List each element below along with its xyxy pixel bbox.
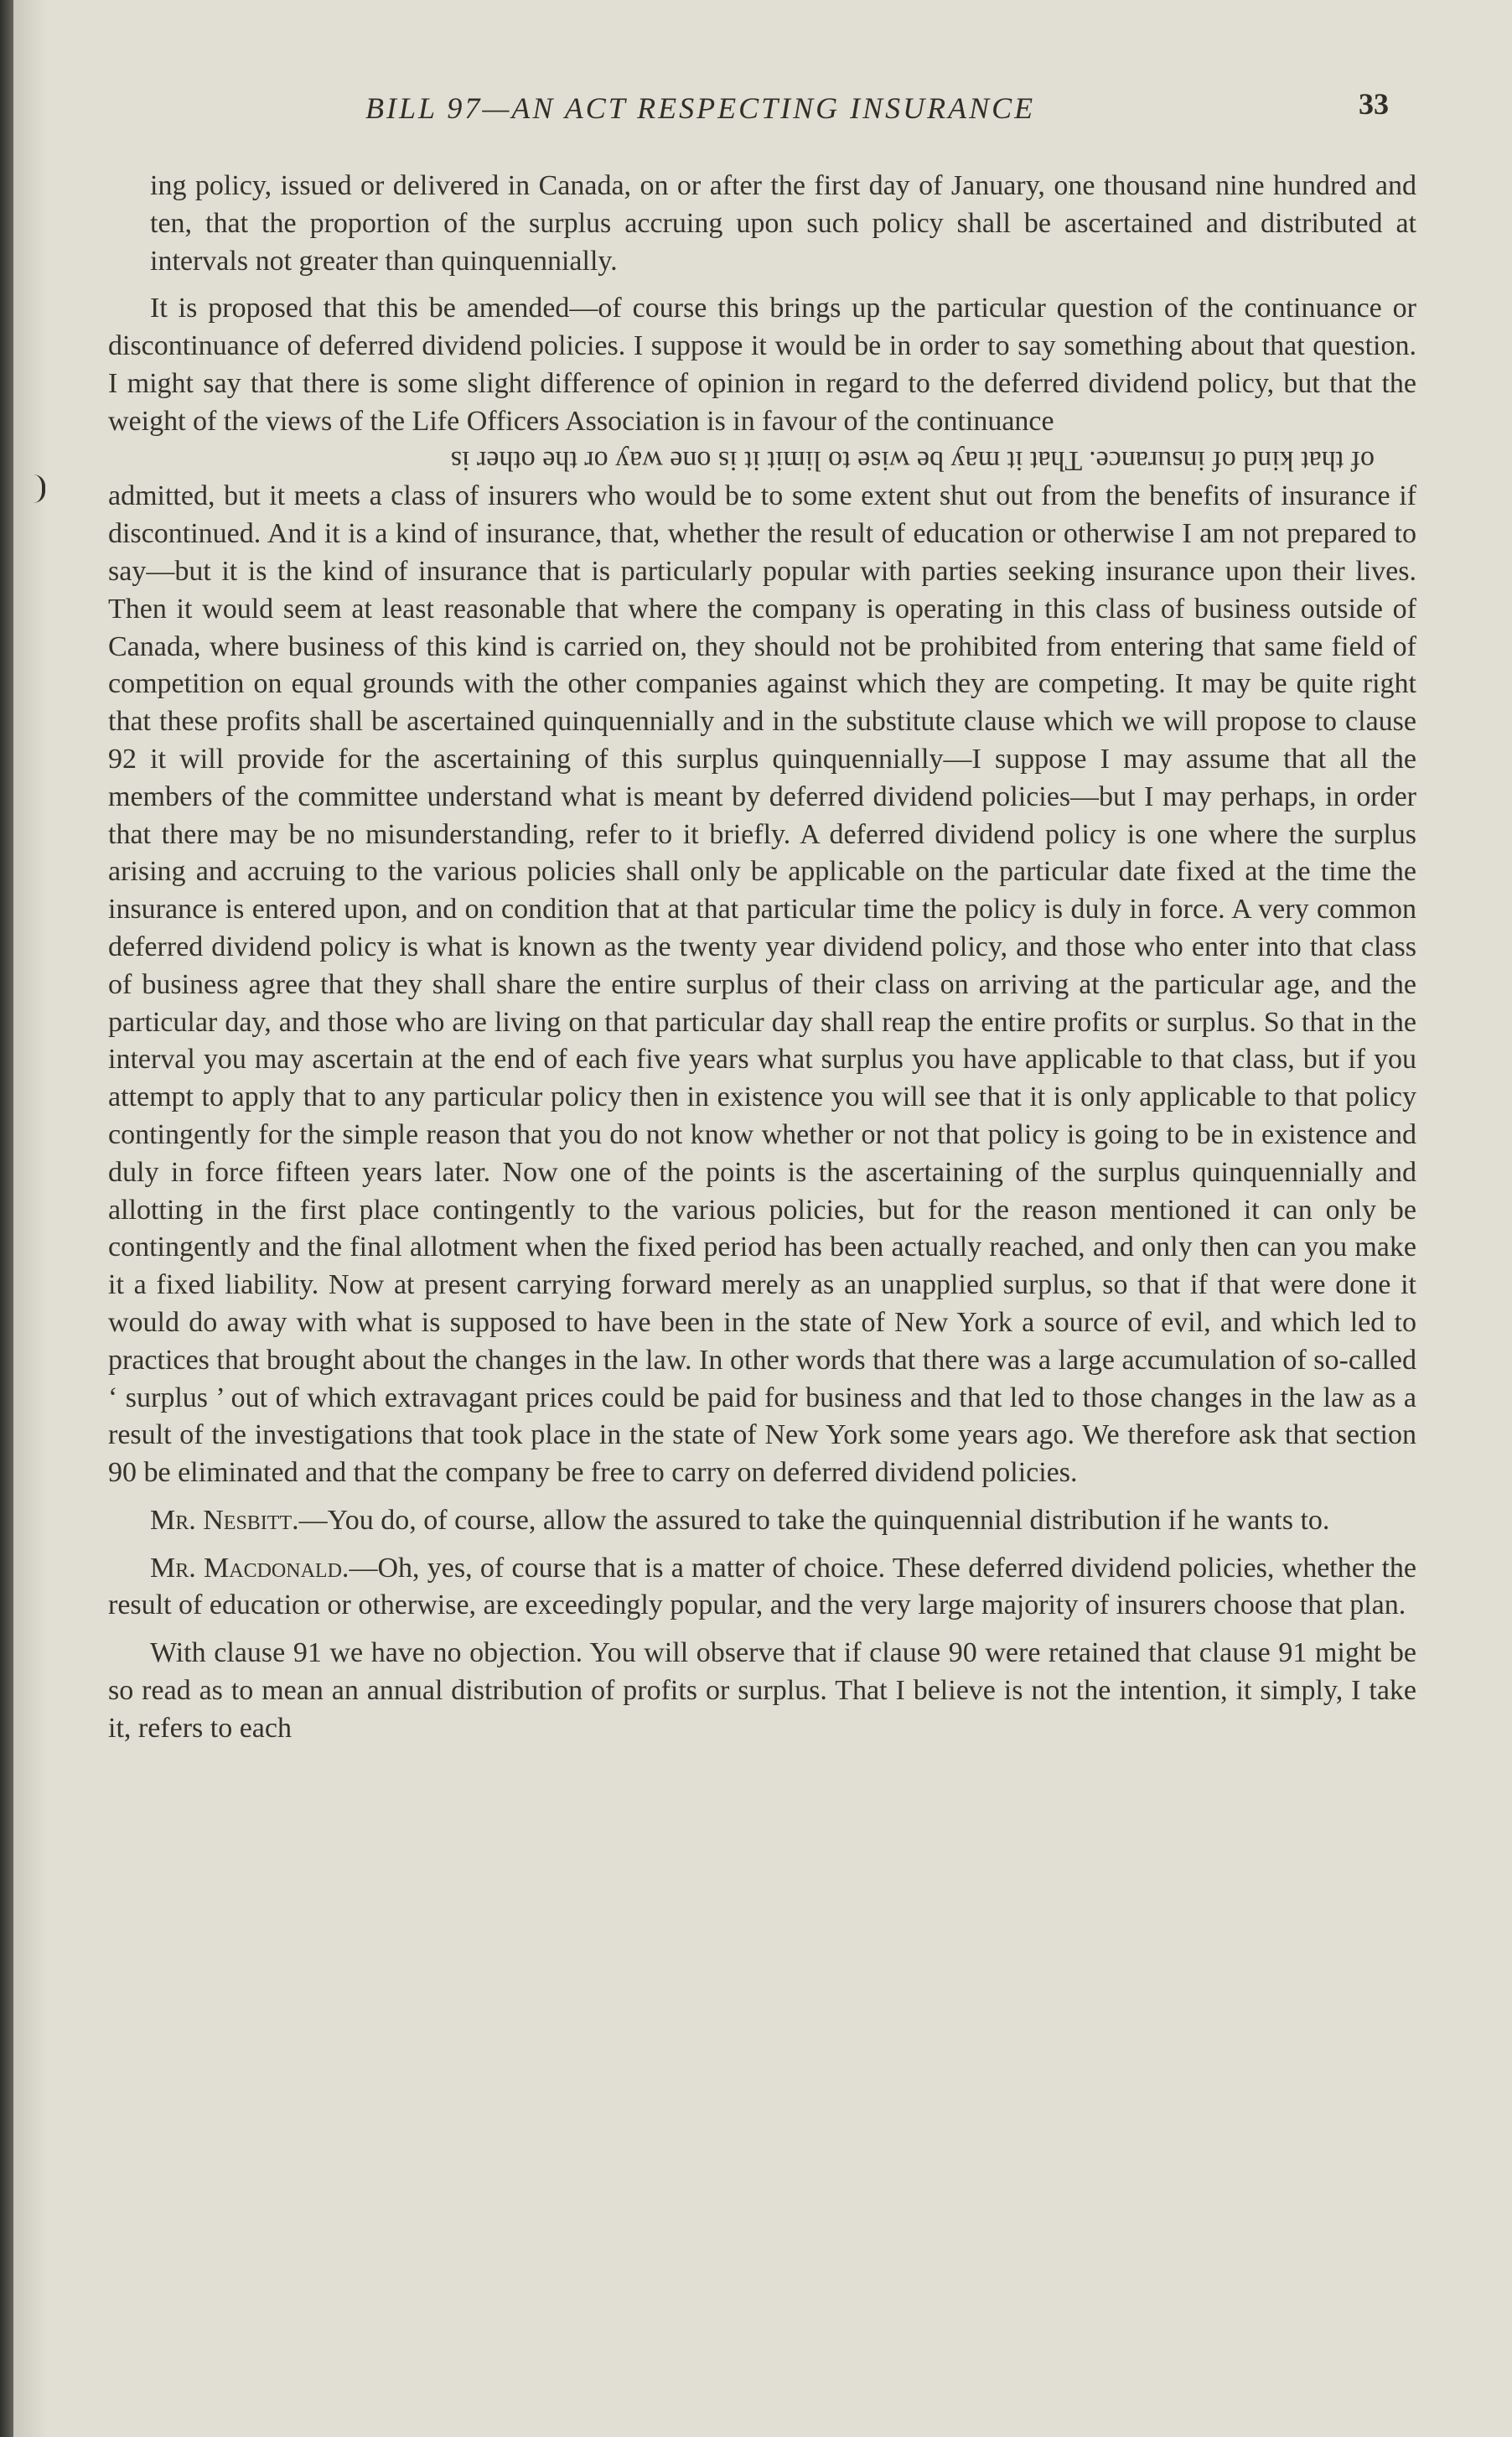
inverted-line: of that kind of insurance. That it may be wise to limit it is one way or the other is [450,444,1375,476]
margin-mark [34,474,45,503]
paragraph-macdonald [108,1550,1416,1626]
book-binding [0,0,13,2437]
running-title: BILL 97—AN ACT RESPECTING INSURANCE [365,91,1036,125]
page-number: 33 [1359,87,1389,121]
paragraph-clause-91: With clause 91 we have no objection. You will observe that if clause 90 were retained that clause 91 might be so read as to mean an annual distribution of profits or surplus. That I believe is not the intention, it simply, I take it, refers to each [108,1637,1416,1744]
paragraph-amendment-part-2: admitted, but it meets a class of insurers who would be to some extent shut out from the benefits of insurance if discontinued. And it is a kind of insurance, that, whether the result of education or otherwise I am not prepared to say—but it is the kind of insurance that is particularly popular with parties seeking insurance upon their lives. Then it would seem at least reasonable that where the company is operating in this class of business outside of Canada, where business of this kind is carried on, they should not be prohibited from entering that same field of competition on equal grounds with the other companies against which they are competing. It may be quite right that these profits shall be ascertained quinquennially and in the substitute clause which we will propose to clause 92 it will provide for the ascertaining of this surplus quinquennially—I suppose I may assume that all the members of the committee understand what is meant by deferred dividend policies—but I may perhaps, in order that there may be no misunderstanding, refer to it briefly. A deferred dividend policy is one where the surplus arising and accruing to the various policies shall only be applicable on the particular date fixed at the time the insurance is entered upon, and on condition that at that particular time the policy is duly in force. A very common deferred dividend policy is what is known as the twenty year dividend policy, and those who enter into that class of business agree that they shall share the entire surplus of their class on arriving at the particular age, and the particular day, and those who are living on that particular day shall reap the entire profits or surplus. So that in the interval you may ascertain at the end of each five years what surplus you have applicable to that class, but if you attempt to apply that to any particular policy then in existence you will see that it is only applicable to that policy contingently for the simple reason that you do not know whether or not that policy is going to be in existence and duly in force fifteen years later. Now one of the points is the ascertaining of the surplus quinquennially and allotting in the first place contingently to the various policies, but for the reason mentioned it can only be contingently and the final allotment when the fixed period has been actually reached, and only then can you make it a fixed liability. Now at present carrying forward merely as an unapplied surplus, so that if that were done it would do away with what is supposed to have been in the state of New York a source of evil, and which led to practices that brought about the changes in the law. In other words that there was a large accumulation of so-called ‘ surplus ’ out of which extravagant prices could be paid for business and that led to those changes in the law as a result of the investigations that took place in the state of New York some years ago. We therefore ask that section 90 be eliminated and that the company be free to carry on deferred dividend policies. [108,480,1416,1489]
paragraph-continuation: ing policy, issued or delivered in Canada, on or after the first day of January, one thousand nine hundred and ten, that the proportion of the surplus accruing upon such policy shall be ascertained and distributed at intervals not greater than quinquennially. [150,170,1416,277]
page-header [13,84,1512,134]
speaker-name: Mr. Nesbitt. [150,1504,299,1536]
speaker-name: Mr. Macdonald. [150,1552,350,1584]
speech-text: —Oh, yes, of course that is a matter of choice. These deferred dividend policies, whether the result of education or otherwise, are exceedingly popular, and the very large majority of insurers choose that plan. [108,1552,1416,1621]
paragraph-amendment [108,290,1416,1492]
body-text [108,168,1416,1758]
paragraph-nesbitt [108,1502,1416,1540]
document-page [13,0,1512,2437]
paragraph-amendment-part-1: It is proposed that this be amended—of course this brings up the particular question of the continuance or discontinuance of deferred dividend policies. I suppose it would be in order to say something about that question. I might say that there is some slight difference of opinion in regard to the deferred dividend policy, but that the weight of the views of the Life Officers Association is in favour of the continuance [108,293,1416,437]
speech-text: —You do, of course, allow the assured to take the quinquennial distribution if he wants to. [298,1504,1330,1536]
